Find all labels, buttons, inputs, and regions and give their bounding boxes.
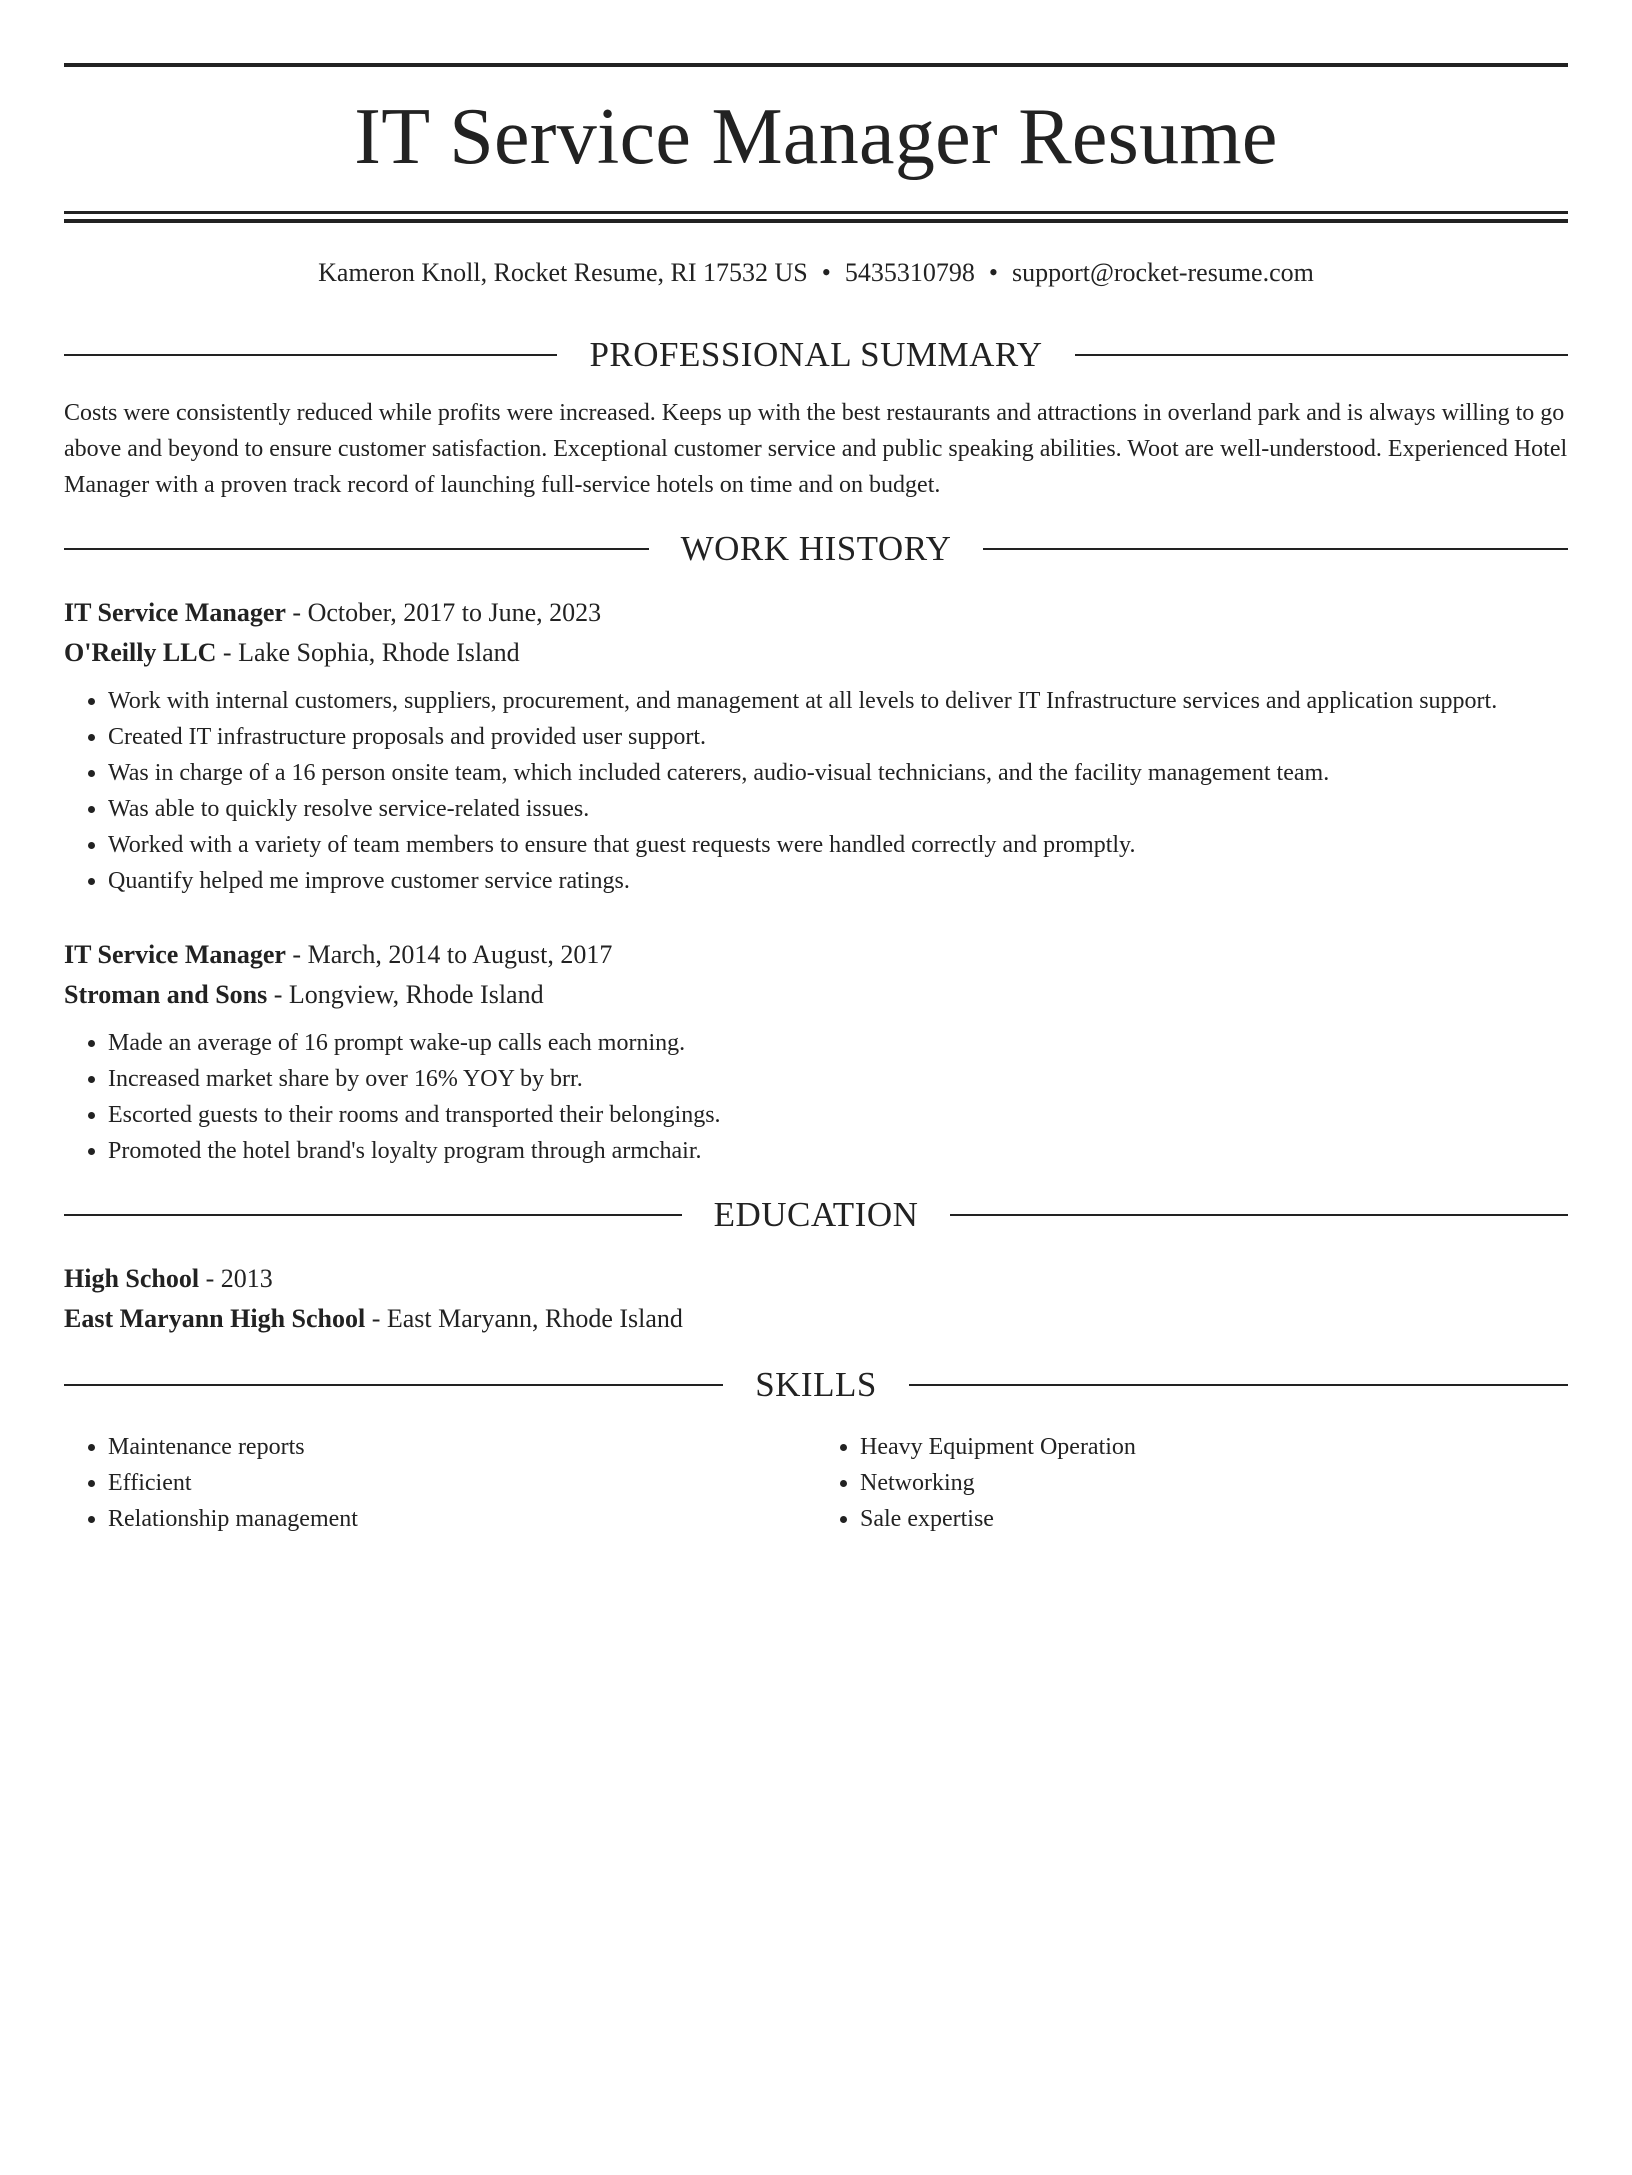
job-bullets — [64, 1025, 1568, 1169]
job-bullet: • Was in charge of a 16 person onsite team, which included caterers, audio-visual technicians, and the facility management team. — [108, 755, 1568, 791]
job-bullet: • Promoted the hotel brand's loyalty program through armchair. — [108, 1133, 1568, 1169]
job-location: - Longview, Rhode Island — [267, 980, 544, 1009]
education-location: - East Maryann, Rhode Island — [365, 1304, 683, 1333]
skill-item: • Relationship management — [108, 1501, 816, 1537]
skills-list — [64, 1429, 1568, 1537]
resume-page — [0, 63, 1632, 2175]
job-bullet: • Quantify helped me improve customer service ratings. — [108, 863, 1568, 899]
job-bullet: • Work with internal customers, suppliers, procurement, and management at all levels to deliver IT Infrastructure services and application support. — [108, 683, 1568, 719]
job-location: - Lake Sophia, Rhode Island — [216, 638, 520, 667]
job-entry — [64, 935, 1568, 1169]
job-dates: - October, 2017 to June, 2023 — [285, 598, 602, 627]
top-rule — [64, 63, 1568, 67]
education-heading-label: EDUCATION — [713, 1195, 919, 1234]
contact-email: support@rocket-resume.com — [1011, 258, 1314, 287]
job-bullet: • Was able to quickly resolve service-related issues. — [108, 791, 1568, 827]
contact-line — [64, 257, 1568, 289]
job-company: Stroman and Sons — [64, 980, 268, 1009]
skill-item: • Sale expertise — [860, 1501, 1568, 1537]
education-degree: High School — [64, 1264, 200, 1293]
skills-column-left — [64, 1429, 816, 1537]
job-title: IT Service Manager — [64, 598, 286, 627]
skill-item: • Maintenance reports — [108, 1429, 816, 1465]
summary-text: Costs were consistently reduced while profits were increased. Keeps up with the best restaurants and attractions in overland park and is always willing to go above and beyond to ensure customer satisfaction. Exceptional customer service and public speaking abilities. Woot are well-understood. Experienced Hotel Manager with a proven track record of launching full-service hotels on time and on budget. — [64, 400, 1568, 498]
heading-rule-left — [64, 354, 557, 356]
job-bullets — [64, 683, 1568, 899]
skill-item: • Networking — [860, 1465, 1568, 1501]
job-company-line — [64, 975, 1568, 1015]
education-year: - 2013 — [199, 1264, 273, 1293]
job-bullet: • Made an average of 16 prompt wake-up calls each morning. — [108, 1025, 1568, 1061]
heading-rule-right — [950, 1214, 1568, 1216]
summary-heading-label: PROFESSIONAL SUMMARY — [589, 335, 1043, 374]
skills-column-right — [816, 1429, 1568, 1537]
skills-section-heading — [64, 1365, 1568, 1405]
education-school-line — [64, 1299, 1568, 1339]
job-dates: - March, 2014 to August, 2017 — [285, 940, 613, 969]
skills-heading-label: SKILLS — [755, 1365, 877, 1404]
resume-title: IT Service Manager Resume — [354, 93, 1278, 181]
job-company: O'Reilly LLC — [64, 638, 217, 667]
job-bullet: • Worked with a variety of team members to ensure that guest requests were handled correctly and promptly. — [108, 827, 1568, 863]
skill-item: • Heavy Equipment Operation — [860, 1429, 1568, 1465]
education-section-heading — [64, 1195, 1568, 1235]
heading-rule-right — [1075, 354, 1568, 356]
heading-rule-left — [64, 1384, 723, 1386]
job-bullet: • Created IT infrastructure proposals and provided user support. — [108, 719, 1568, 755]
job-title: IT Service Manager — [64, 940, 286, 969]
job-company-line — [64, 633, 1568, 673]
work-heading-label: WORK HISTORY — [680, 529, 952, 568]
heading-rule-left — [64, 1214, 682, 1216]
job-bullet: • Escorted guests to their rooms and transported their belongings. — [108, 1097, 1568, 1133]
skill-item: • Efficient — [108, 1465, 816, 1501]
summary-section-heading — [64, 335, 1568, 375]
education-school: East Maryann High School — [64, 1304, 366, 1333]
education-degree-line — [64, 1259, 1568, 1299]
heading-rule-right — [909, 1384, 1568, 1386]
job-title-line — [64, 935, 1568, 975]
job-title-line — [64, 593, 1568, 633]
work-section-heading — [64, 529, 1568, 569]
contact-address: Kameron Knoll, Rocket Resume, RI 17532 US — [318, 258, 808, 287]
job-bullet: • Increased market share by over 16% YOY by brr. — [108, 1061, 1568, 1097]
double-rule — [64, 211, 1568, 223]
heading-rule-left — [64, 548, 649, 550]
education-entry — [64, 1259, 1568, 1339]
contact-separator: • — [821, 258, 831, 287]
job-entry — [64, 593, 1568, 899]
contact-phone: 5435310798 — [844, 258, 975, 287]
heading-rule-right — [983, 548, 1568, 550]
contact-separator: • — [988, 258, 998, 287]
